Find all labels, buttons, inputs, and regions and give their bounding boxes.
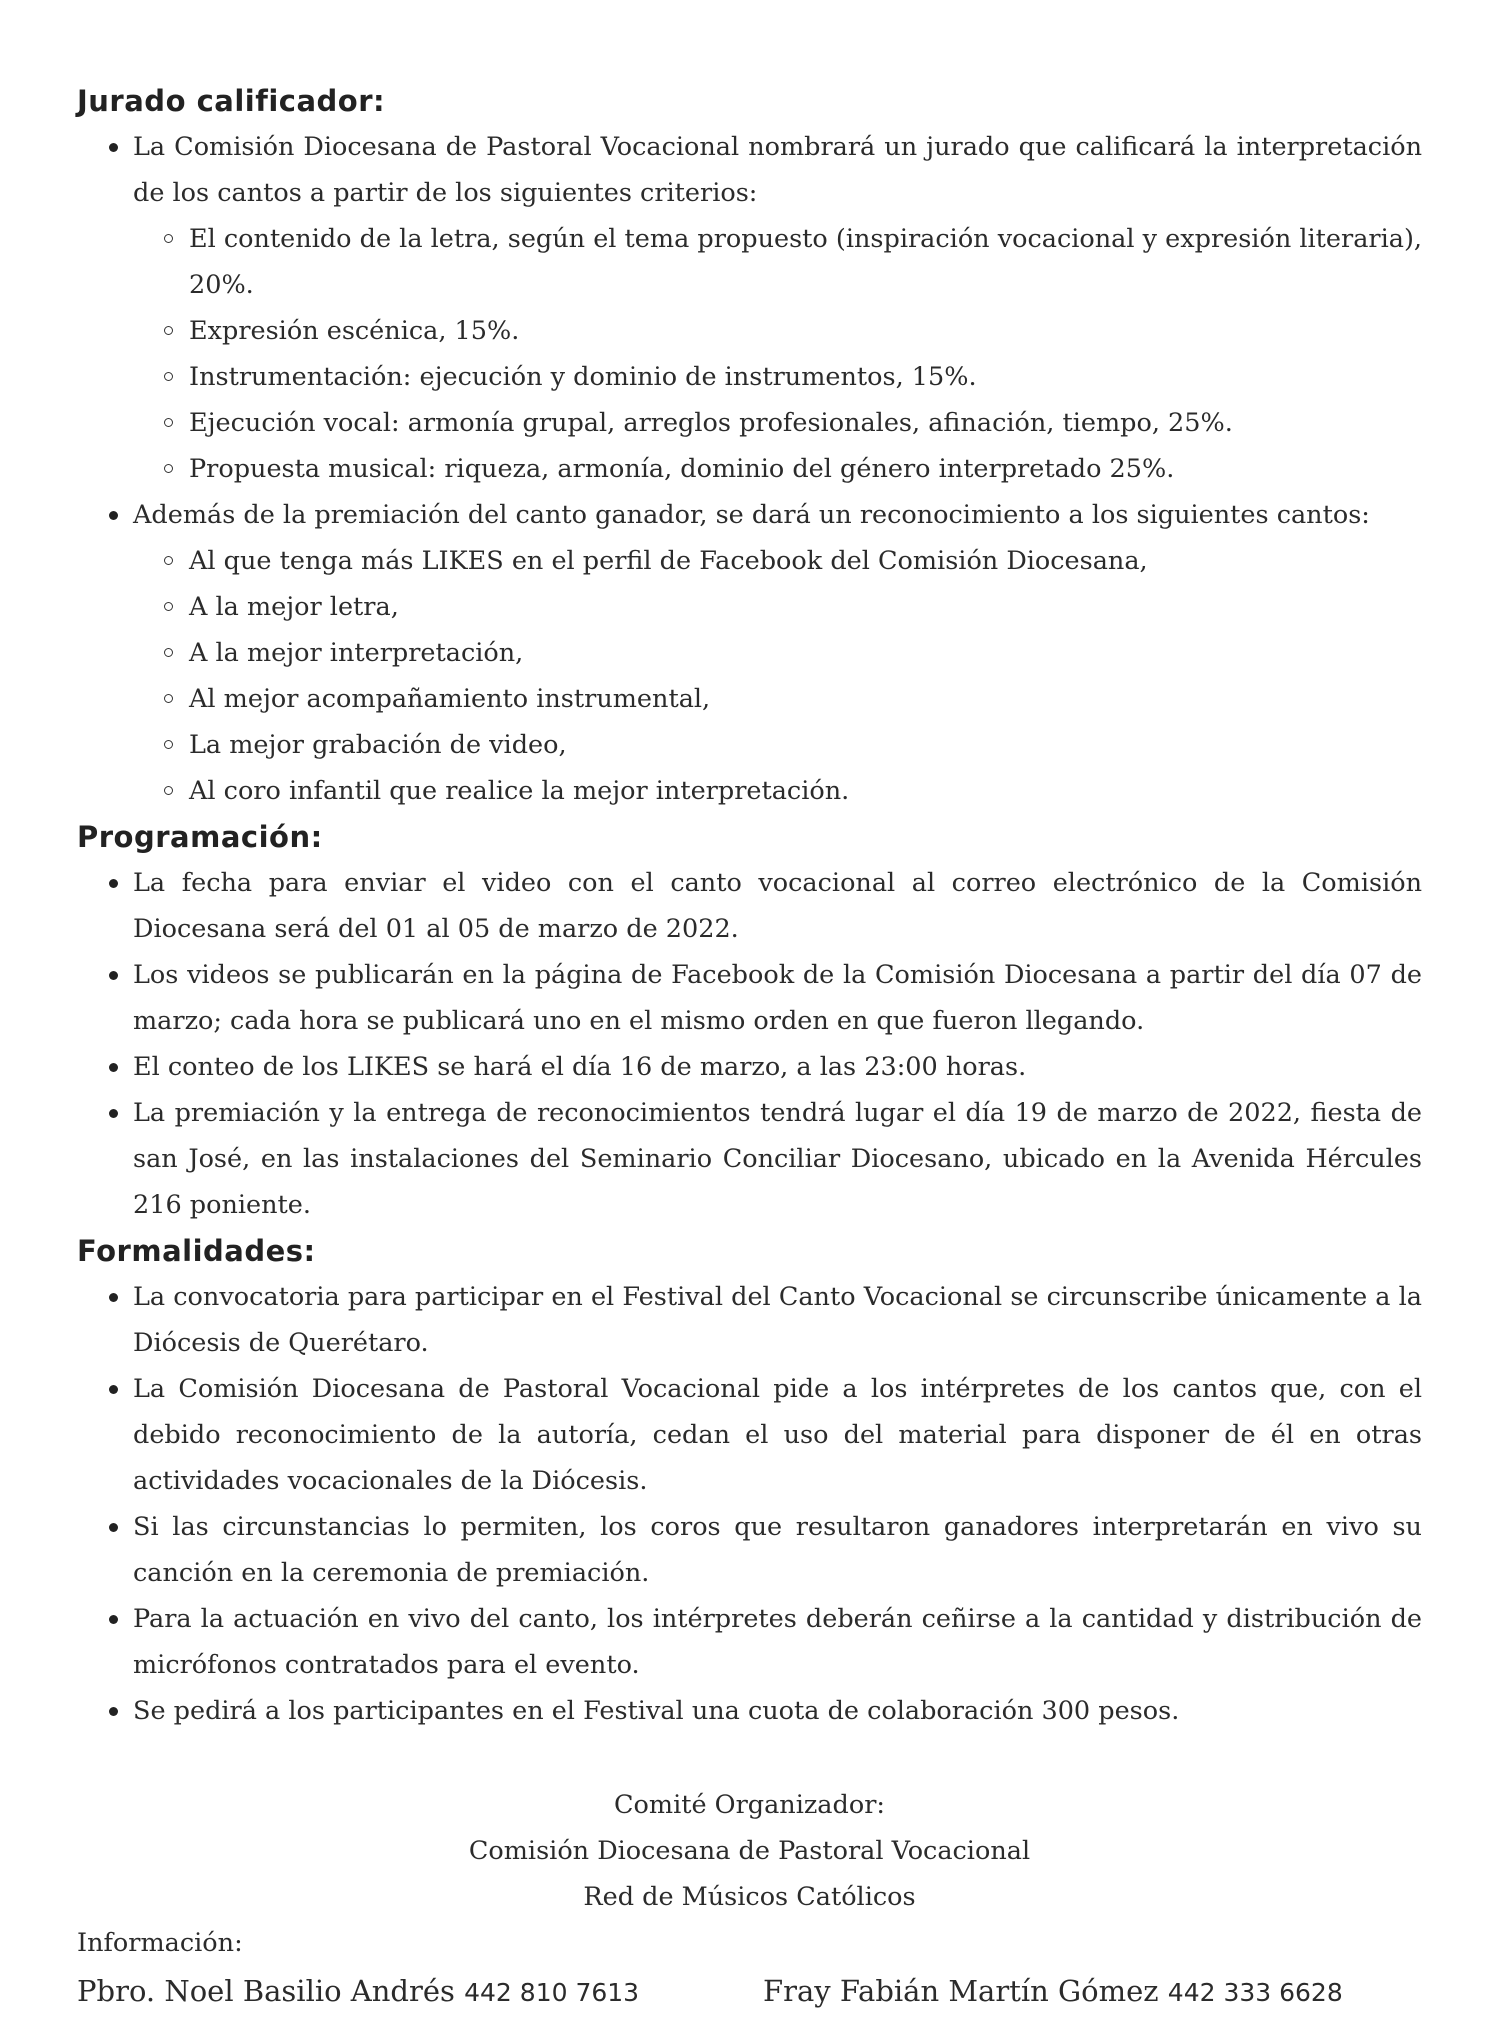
circle-bullet-icon — [164, 740, 173, 749]
list-item-text: Además de la premiación del canto ganador, se dará un reconocimiento a los siguientes cantos: — [133, 500, 1370, 530]
award-text: La mejor grabación de video, — [189, 730, 567, 760]
circle-bullet-icon — [164, 326, 173, 335]
section-heading-formalidades: Formalidades: — [77, 1234, 316, 1268]
list-item — [77, 1044, 1422, 1090]
bullet-icon — [109, 1707, 118, 1716]
contacts-row — [77, 1966, 1422, 2016]
criterion-text: Propuesta musical: riqueza, armonía, dominio del género interpretado 25%. — [189, 454, 1175, 484]
list-item-text: Para la actuación en vivo del canto, los intérpretes deberán ceñirse a la cantidad y distribución de micrófonos contratados para el evento. — [133, 1604, 1422, 1680]
award-text: A la mejor interpretación, — [189, 638, 524, 668]
sub-list-item — [132, 354, 1422, 400]
list-item-text: La Comisión Diocesana de Pastoral Vocacional nombrará un jurado que calificará la interpretación de los cantos a partir de los siguientes criterios: — [133, 132, 1422, 208]
criterion-text: Instrumentación: ejecución y dominio de instrumentos, 15%. — [189, 362, 977, 392]
awards-list — [133, 538, 1422, 814]
organizer-block — [77, 1782, 1422, 1920]
contact-item — [77, 1966, 639, 2018]
list-item — [77, 860, 1422, 952]
list-item-text: La premiación y la entrega de reconocimientos tendrá lugar el día 19 de marzo de 2022, fiesta de san José, en las instalaciones del Seminario Conciliar Diocesano, ubicado en la Avenida Hércules 216 poniente. — [133, 1098, 1422, 1220]
programacion-list — [77, 860, 1422, 1228]
list-item-text: Si las circunstancias lo permiten, los coros que resultaron ganadores interpretarán en vivo su canción en la ceremonia de premiación. — [133, 1512, 1422, 1588]
bullet-icon — [109, 511, 118, 520]
circle-bullet-icon — [164, 556, 173, 565]
organizer-title: Comité Organizador: — [614, 1790, 885, 1820]
list-item-text: La Comisión Diocesana de Pastoral Vocacional pide a los intérpretes de los cantos que, con el debido reconocimiento de la autoría, cedan el uso del material para disponer de él en otras actividades vocacionales de la Diócesis. — [133, 1374, 1422, 1496]
bullet-icon — [109, 879, 118, 888]
bullet-icon — [109, 1615, 118, 1624]
sub-list-item — [132, 308, 1422, 354]
criterion-text: El contenido de la letra, según el tema propuesto (inspiración vocacional y expresión literaria), 20%. — [189, 224, 1422, 300]
bullet-icon — [109, 1523, 118, 1532]
list-item — [77, 124, 1422, 492]
list-item-text: El conteo de los LIKES se hará el día 16 de marzo, a las 23:00 horas. — [133, 1052, 1027, 1082]
circle-bullet-icon — [164, 234, 173, 243]
circle-bullet-icon — [164, 694, 173, 703]
contact-item — [763, 1966, 1343, 2018]
sub-list-item — [132, 400, 1422, 446]
award-text: Al mejor acompañamiento instrumental, — [189, 684, 711, 714]
bullet-icon — [109, 1293, 118, 1302]
list-item — [77, 1504, 1422, 1596]
list-item — [77, 492, 1422, 814]
sub-list-item — [132, 722, 1422, 768]
list-item-text: La convocatoria para participar en el Festival del Canto Vocacional se circunscribe únicamente a la Diócesis de Querétaro. — [133, 1282, 1422, 1358]
award-text: A la mejor letra, — [189, 592, 399, 622]
award-text: Al coro infantil que realice la mejor interpretación. — [189, 776, 850, 806]
list-item — [77, 1090, 1422, 1228]
sub-list-item — [132, 446, 1422, 492]
list-item — [77, 1596, 1422, 1688]
formalidades-list — [77, 1274, 1422, 1734]
award-text: Al que tenga más LIKES en el perfil de Facebook del Comisión Diocesana, — [189, 546, 1148, 576]
sub-list-item — [132, 216, 1422, 308]
section-heading-programacion: Programación: — [77, 820, 323, 854]
list-item — [77, 1366, 1422, 1504]
document-page — [77, 78, 1422, 2016]
organizer-line: Comisión Diocesana de Pastoral Vocacional — [468, 1836, 1031, 1866]
circle-bullet-icon — [164, 418, 173, 427]
contact-name: Fray Fabián Martín Gómez — [763, 1974, 1159, 2008]
info-label: Información: — [77, 1928, 243, 1958]
criterion-text: Expresión escénica, 15%. — [189, 316, 520, 346]
sub-list-item — [132, 538, 1422, 584]
bullet-icon — [109, 971, 118, 980]
criteria-list — [133, 216, 1422, 492]
contact-phone: 442 810 7613 — [464, 1978, 640, 2007]
sub-list-item — [132, 676, 1422, 722]
sub-list-item — [132, 630, 1422, 676]
list-item — [77, 952, 1422, 1044]
sub-list-item — [132, 768, 1422, 814]
criterion-text: Ejecución vocal: armonía grupal, arreglos profesionales, afinación, tiempo, 25%. — [189, 408, 1233, 438]
list-item-text: Se pedirá a los participantes en el Festival una cuota de colaboración 300 pesos. — [133, 1696, 1180, 1726]
bullet-icon — [109, 1385, 118, 1394]
circle-bullet-icon — [164, 372, 173, 381]
bullet-icon — [109, 1109, 118, 1118]
circle-bullet-icon — [164, 602, 173, 611]
sub-list-item — [132, 584, 1422, 630]
section-heading-jurado: Jurado calificador: — [77, 84, 386, 118]
bullet-icon — [109, 1063, 118, 1072]
list-item-text: La fecha para enviar el video con el canto vocacional al correo electrónico de la Comisión Diocesana será del 01 al 05 de marzo de 2022. — [133, 868, 1422, 944]
circle-bullet-icon — [164, 786, 173, 795]
bullet-icon — [109, 143, 118, 152]
circle-bullet-icon — [164, 464, 173, 473]
contact-phone: 442 333 6628 — [1167, 1978, 1343, 2007]
contact-name: Pbro. Noel Basilio Andrés — [77, 1974, 455, 2008]
list-item — [77, 1688, 1422, 1734]
organizer-line: Red de Músicos Católicos — [583, 1882, 916, 1912]
circle-bullet-icon — [164, 648, 173, 657]
list-item-text: Los videos se publicarán en la página de Facebook de la Comisión Diocesana a partir del día 07 de marzo; cada hora se publicará uno en el mismo orden en que fueron llegando. — [133, 960, 1422, 1036]
list-item — [77, 1274, 1422, 1366]
jurado-list — [77, 124, 1422, 814]
